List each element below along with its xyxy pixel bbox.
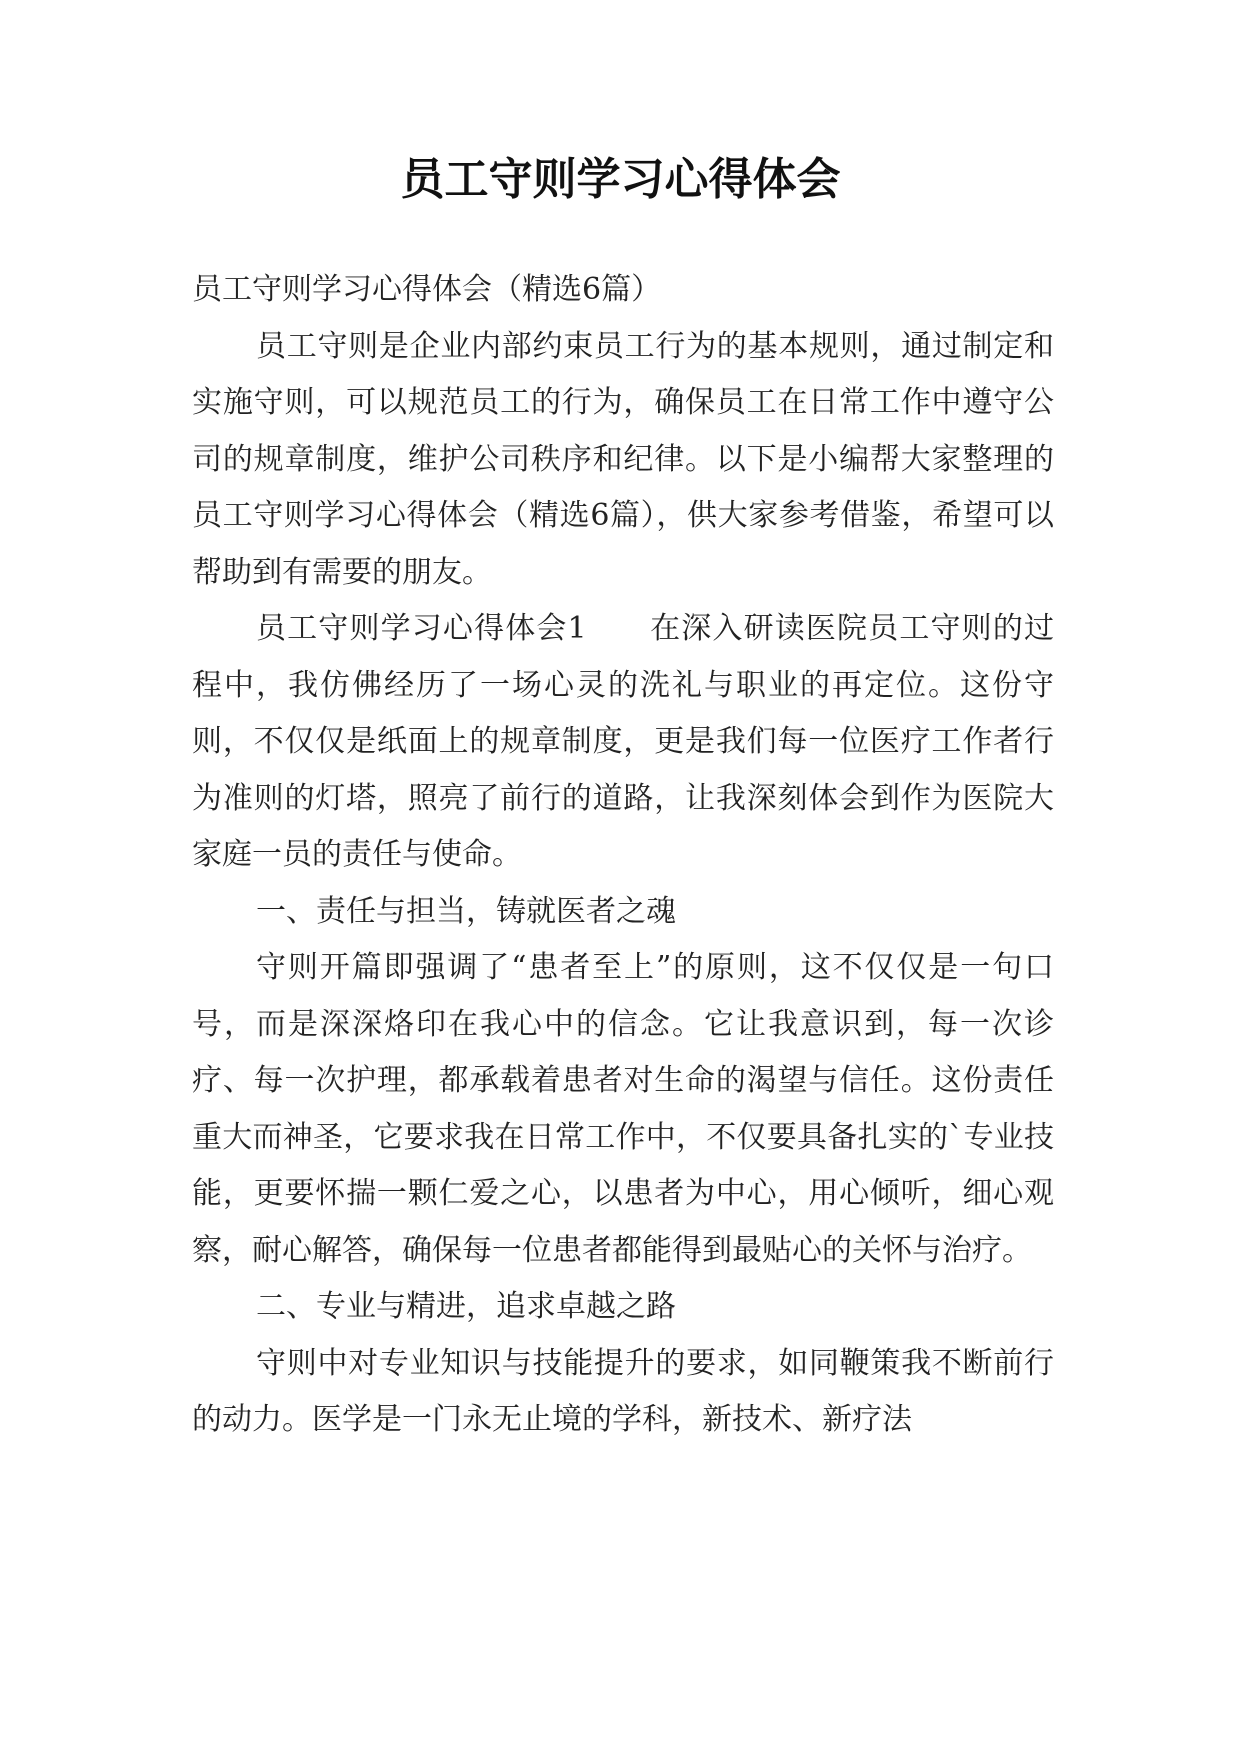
essay-1-paragraph: 员工守则学习心得体会1 在深入研读医院员工守则的过程中，我仿佛经历了一场心灵的洗礼与职业的再定位。这份守则，不仅仅是纸面上的规章制度，更是我们每一位医疗工作者行为准则的灯塔，照亮了前行的道路，让我深刻体会到作为医院大家庭一员的责任与使命。 bbox=[192, 611, 1054, 872]
subtitle-paragraph: 员工守则学习心得体会（精选6篇） bbox=[192, 272, 662, 307]
section-heading-2: 二、专业与精进，追求卓越之路 bbox=[256, 1289, 676, 1324]
document-title: 员工守则学习心得体会 bbox=[400, 154, 841, 205]
section-1-paragraph: 守则开篇即强调了“患者至上”的原则，这不仅仅是一句口号，而是深深烙印在我心中的信念。它让我意识到，每一次诊疗、每一次护理，都承载着患者对生命的渴望与信任。这份责任重大而神圣，它要求我在日常工作中，不仅要具备扎实的`专业技能，更要怀揣一颗仁爱之心，以患者为中心，用心倾听，细心观察，耐心解答，确保每一位患者都能得到最贴心的关怀与治疗。 bbox=[192, 950, 1054, 1268]
section-heading-1: 一、责任与担当，铸就医者之魂 bbox=[256, 893, 676, 929]
section-2-paragraph: 守则中对专业知识与技能提升的要求，如同鞭策我不断前行的动力。医学是一门永无止境的学科，新技术、新疗法 bbox=[192, 1345, 1054, 1437]
document-body bbox=[192, 262, 1054, 1449]
intro-paragraph: 员工守则是企业内部约束员工行为的基本规则，通过制定和实施守则，可以规范员工的行为，确保员工在日常工作中遵守公司的规章制度，维护公司秩序和纪律。以下是小编帮大家整理的员工守则学习心得体会（精选6篇），供大家参考借鉴，希望可以帮助到有需要的朋友。 bbox=[192, 328, 1054, 590]
